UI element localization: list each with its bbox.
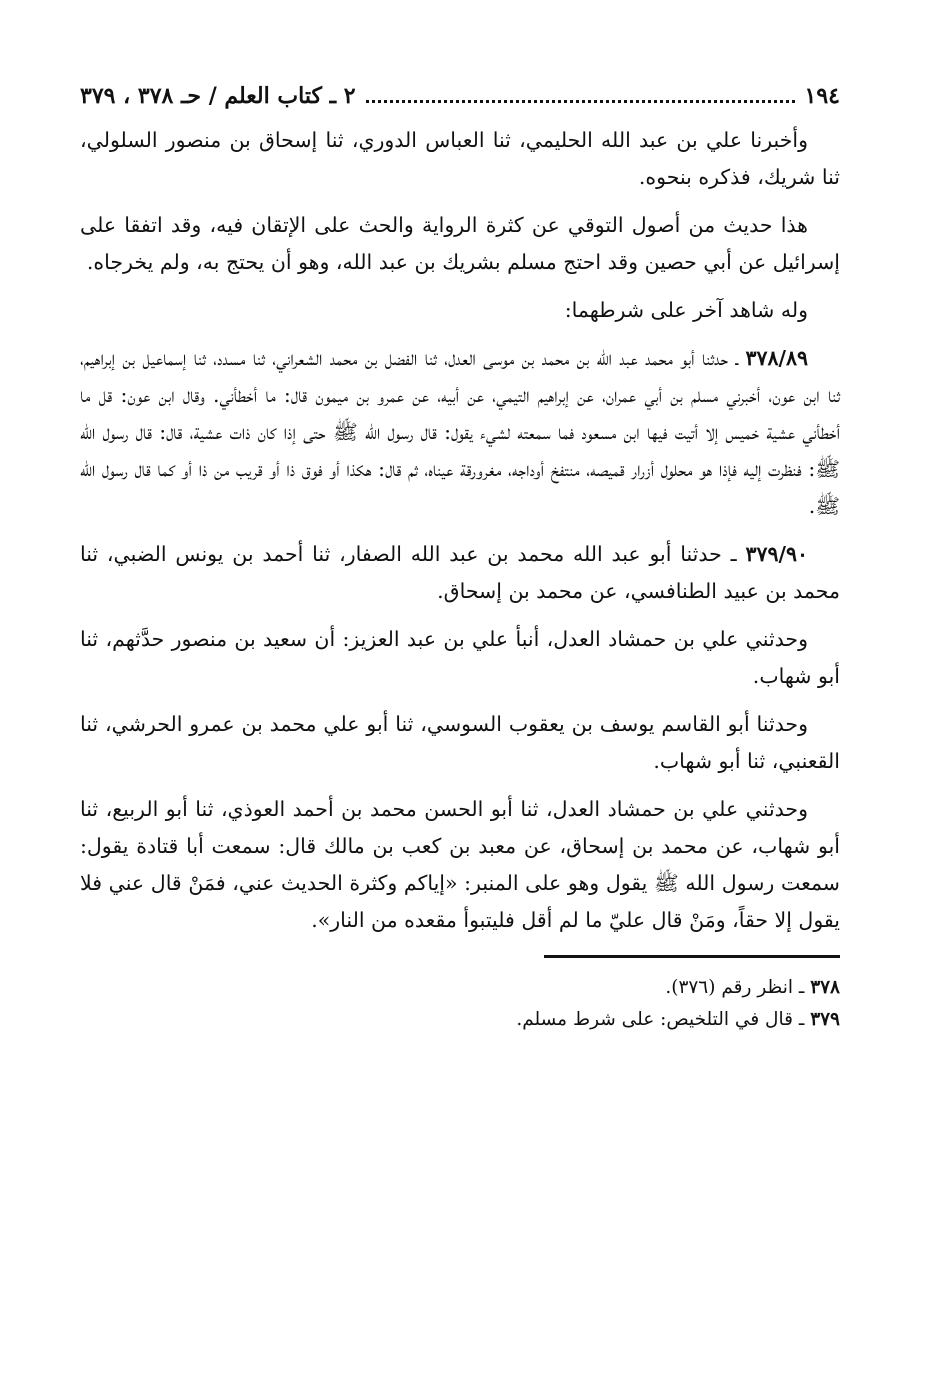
header-dot-leader [366, 100, 795, 103]
footnotes [80, 972, 840, 1036]
paragraph [80, 621, 840, 695]
paragraph-text: هذا حديث من أصول التوقي عن كثرة الرواية والحث على الإتقان فيه، وقد اتفقا على إسرائيل عن أبي حصين وقد احتج مسلم بشريك بن عبد الله، وهو أن يحتج به، ولم يخرجاه. [80, 213, 840, 274]
paragraph-text: ـ حدثنا أبو عبد الله محمد بن عبد الله الصفار، ثنا أحمد بن يونس الضبي، ثنا محمد بن عبيد الطنافسي، عن محمد بن إسحاق. [80, 542, 840, 603]
page-number: ١٩٤ [804, 83, 840, 109]
footnote-number: ٣٧٨ [810, 977, 840, 998]
book-page [80, 78, 840, 1036]
footnote-text: ـ قال في التلخيص: على شرط مسلم. [516, 1009, 805, 1030]
running-title: ٢ ـ كتاب العلم / حـ ٣٧٨ ، ٣٧٩ [80, 83, 356, 109]
main-text [80, 122, 840, 939]
footnote-text: ـ انظر رقم (٣٧٦). [665, 977, 805, 998]
footnote [80, 1004, 840, 1036]
footnote [80, 972, 840, 1004]
hadith-paragraph [80, 340, 840, 525]
paragraph-text: وحدثني علي بن حمشاد العدل، أنبأ علي بن عبد العزيز: أن سعيد بن منصور حدَّثهم، ثنا أبو شهاب. [80, 627, 840, 688]
paragraph [80, 122, 840, 196]
footnote-divider [544, 955, 840, 958]
paragraph-text: وأخبرنا علي بن عبد الله الحليمي، ثنا العباس الدوري، ثنا إسحاق بن منصور السلولي، ثنا شريك، فذكره بنحوه. [80, 128, 840, 189]
paragraph-text: وحدثني علي بن حمشاد العدل، ثنا أبو الحسن محمد بن أحمد العوذي، ثنا أبو الربيع، ثنا أبو شهاب، عن محمد بن إسحاق، عن معبد بن كعب بن مالك قال: سمعت أبا قتادة يقول: سمعت رسول الله ﷺ يقول وهو على المنبر: «إياكم وكثرة الحديث عني، فمَنْ قال عني فلا يقول إلا حقاً، ومَنْ قال عليّ ما لم أقل فليتبوأ مقعده من النار». [80, 797, 840, 932]
paragraph [80, 791, 840, 939]
paragraph-text: ـ حدثنا أبو محمد عبد الله بن محمد بن موسى العدل، ثنا الفضل بن محمد الشعراني، ثنا مسدد، ثنا إسماعيل بن إبراهيم، ثنا ابن عون، أخبرني مسلم بن أبي عمران، عن إبراهيم التيمي، عن أبيه، عن عمرو بن ميمون قال: ما أخطأني. وقال ابن عون: قل ما أخطأني عشية خميس إلا أتيت فيها ابن مسعود فما سمعته لشيء يقول: قال رسول الله ﷺ حتى إذا كان ذات عشية، قال: قال رسول الله ﷺ: فنظرت إليه فإذا هو محلول أزرار قميصه، منتفخ أوداجه، مغرورقة عيناه، ثم قال: هكذا أو فوق ذا أو قريب من ذا أو كما قال رسول الله ﷺ. [80, 346, 840, 518]
footnote-number: ٣٧٩ [810, 1009, 840, 1030]
paragraph-text: وله شاهد آخر على شرطهما: [564, 298, 808, 322]
paragraph [80, 706, 840, 780]
running-header [80, 78, 840, 114]
hadith-number: ٣٧٨/٨٩ [745, 346, 808, 370]
paragraph [80, 207, 840, 281]
hadith-paragraph [80, 536, 840, 610]
paragraph [80, 292, 840, 329]
hadith-number: ٣٧٩/٩٠ [745, 542, 808, 566]
paragraph-text: وحدثنا أبو القاسم يوسف بن يعقوب السوسي، ثنا أبو علي محمد بن عمرو الحرشي، ثنا القعنبي، ثنا أبو شهاب. [80, 712, 840, 773]
